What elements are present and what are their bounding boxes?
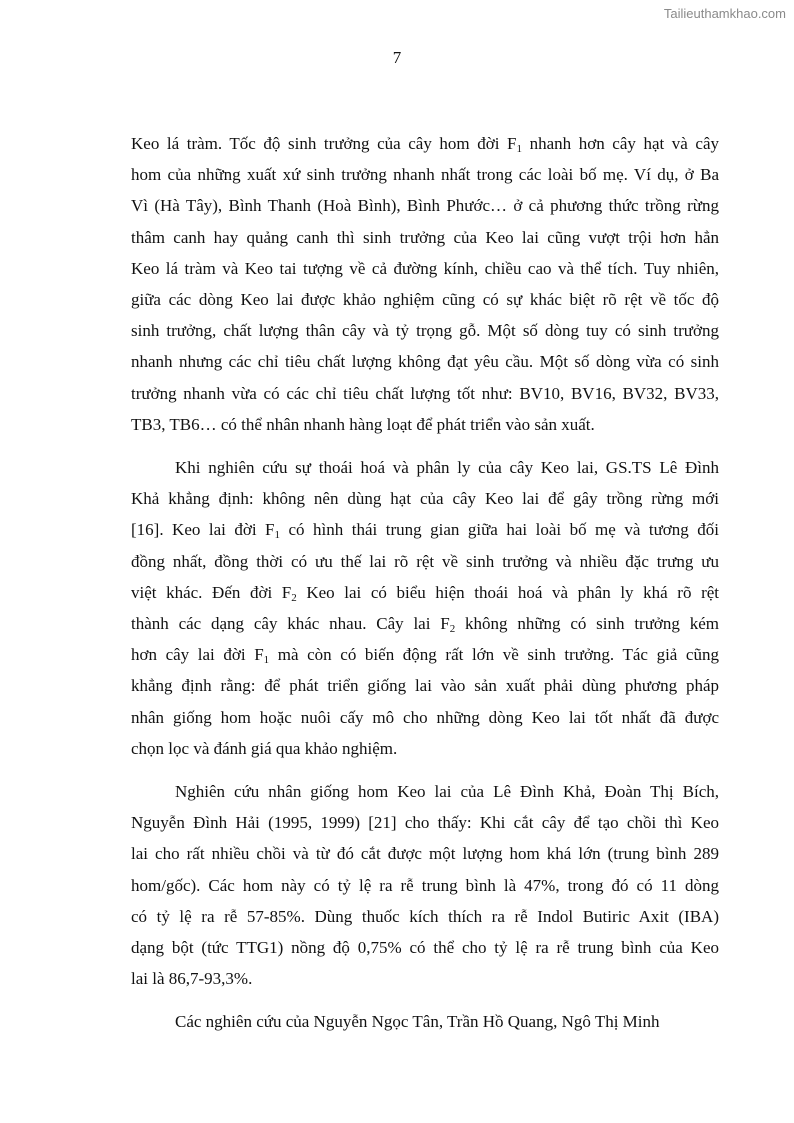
body-text: [131, 128, 719, 1038]
text-segment: hom/gốc). Các hom này có tỷ lệ ra rễ trung bình là 47%, trong đó có 11 dòng: [131, 875, 719, 895]
text-line: [131, 639, 719, 670]
text-segment: giữa các dòng Keo lai được khảo nghiệm cũng có sự khác biệt rõ rệt về tốc độ: [131, 290, 719, 310]
paragraph-4: [131, 1006, 719, 1037]
text-segment: thâm canh hay quảng canh thì sinh trưởng của Keo lai cũng vượt trội hơn hẳn: [131, 227, 719, 247]
text-segment: Nghiên cứu nhân giống hom Keo lai của Lê Đình Khả, Đoàn Thị Bích,: [175, 782, 719, 802]
text-line: [131, 702, 719, 733]
text-segment: TB3, TB6… có thể nhân nhanh hàng loạt để phát triển vào sản xuất.: [131, 414, 595, 434]
text-line: [131, 670, 719, 701]
subscript: 1: [274, 529, 281, 542]
text-segment: trưởng nhanh vừa có các chỉ tiêu chất lượng tốt như: BV10, BV16, BV32, BV33,: [131, 383, 719, 403]
text-segment: hom của những xuất xứ sinh trưởng nhanh nhất trong các loài bố mẹ. Ví dụ, ở Ba: [131, 165, 719, 185]
paragraph-1: [131, 128, 719, 440]
subscript: 1: [263, 654, 270, 667]
text-line: [131, 514, 719, 545]
text-line: [131, 608, 719, 639]
text-segment: nhanh nhưng các chỉ tiêu chất lượng không đạt yêu cầu. Một số dòng vừa có sinh: [131, 352, 719, 372]
text-line: [131, 776, 719, 807]
text-line: [131, 159, 719, 190]
text-segment: lai là 86,7-93,3%.: [131, 969, 253, 989]
text-line: [131, 253, 719, 284]
text-segment: Keo lai có biểu hiện thoái hoá và phân ly khá rõ rệt: [296, 582, 719, 602]
subscript: 1: [516, 143, 522, 155]
text-segment: việt khác. Đến đời F: [131, 582, 292, 602]
text-segment: chọn lọc và đánh giá qua khảo nghiệm.: [131, 738, 398, 758]
text-line: [131, 409, 719, 440]
paragraph-2: [131, 452, 719, 764]
text-line: [131, 190, 719, 221]
text-segment: Vì (Hà Tây), Bình Thanh (Hoà Bình), Bình Phước… ở cả phương thức trồng rừng: [131, 196, 719, 216]
text-segment: đồng nhất, đồng thời có ưu thế lai rõ rệt về sinh trưởng và nhiều đặc trưng ưu: [131, 551, 719, 571]
text-line: [131, 807, 719, 838]
text-segment: hơn cây lai đời F: [131, 645, 264, 665]
text-segment: nhanh hơn cây hạt và cây: [522, 134, 720, 153]
text-segment: Keo lá tràm và Keo tai tượng về cả đường kính, chiều cao và thể tích. Tuy nhiên,: [131, 258, 719, 278]
text-segment: lai cho rất nhiều chồi và từ đó cắt được một lượng hom khá lớn (trung bình 289: [131, 844, 719, 864]
text-line: [131, 838, 719, 869]
text-line: [131, 546, 719, 577]
text-segment: thành các dạng cây khác nhau. Cây lai F: [131, 614, 450, 634]
text-line: [131, 315, 719, 346]
watermark: Tailieuthamkhao.com: [663, 6, 786, 21]
text-line: [131, 1006, 719, 1037]
text-segment: Khi nghiên cứu sự thoái hoá và phân ly của cây Keo lai, GS.TS Lê Đình: [175, 458, 719, 478]
paragraph-3: [131, 776, 719, 994]
text-line: [131, 963, 719, 994]
text-line: [131, 378, 719, 409]
text-line: [131, 284, 719, 315]
text-segment: dạng bột (tức TTG1) nồng độ 0,75% có thể cho tỷ lệ ra rễ trung bình của Keo: [131, 938, 719, 958]
text-line: [131, 733, 719, 764]
text-line: [131, 870, 719, 901]
text-segment: sinh trưởng, chất lượng thân cây và tỷ trọng gỗ. Một số dòng tuy có sinh trưởng: [131, 321, 719, 341]
text-line: [131, 128, 719, 159]
text-segment: khẳng định rằng: để phát triển giống lai vào sản xuất phải dùng phương pháp: [131, 676, 719, 696]
text-segment: có tỷ lệ ra rễ 57-85%. Dùng thuốc kích thích ra rễ Indol Butiric Axit (IBA): [131, 906, 719, 926]
text-line: [131, 222, 719, 253]
text-segment: Keo lá tràm. Tốc độ sinh trưởng của cây hom đời F: [131, 134, 517, 153]
text-segment: mà còn có biến động rất lớn về sinh trưởng. Tác giả cũng: [269, 645, 719, 665]
text-line: [131, 901, 719, 932]
text-segment: nhân giống hom hoặc nuôi cấy mô cho những dòng Keo lai tốt nhất đã được: [131, 707, 719, 727]
text-segment: không những có sinh trưởng kém: [455, 614, 719, 634]
text-segment: Khả khẳng định: không nên dùng hạt của cây Keo lai để gây trồng rừng mới: [131, 489, 719, 509]
page-number: 7: [392, 48, 402, 67]
text-line: [131, 346, 719, 377]
text-segment: [16]. Keo lai đời F: [131, 520, 275, 540]
text-line: [131, 452, 719, 483]
text-line: [131, 577, 719, 608]
text-segment: Các nghiên cứu của Nguyễn Ngọc Tân, Trần Hồ Quang, Ngô Thị Minh: [175, 1012, 660, 1032]
subscript: 2: [291, 591, 297, 604]
text-segment: Nguyễn Đình Hải (1995, 1999) [21] cho thấy: Khi cắt cây để tạo chồi thì Keo: [131, 813, 719, 833]
subscript: 2: [449, 623, 456, 636]
text-line: [131, 932, 719, 963]
text-segment: có hình thái trung gian giữa hai loài bố mẹ và tương đối: [280, 520, 719, 540]
text-line: [131, 483, 719, 514]
